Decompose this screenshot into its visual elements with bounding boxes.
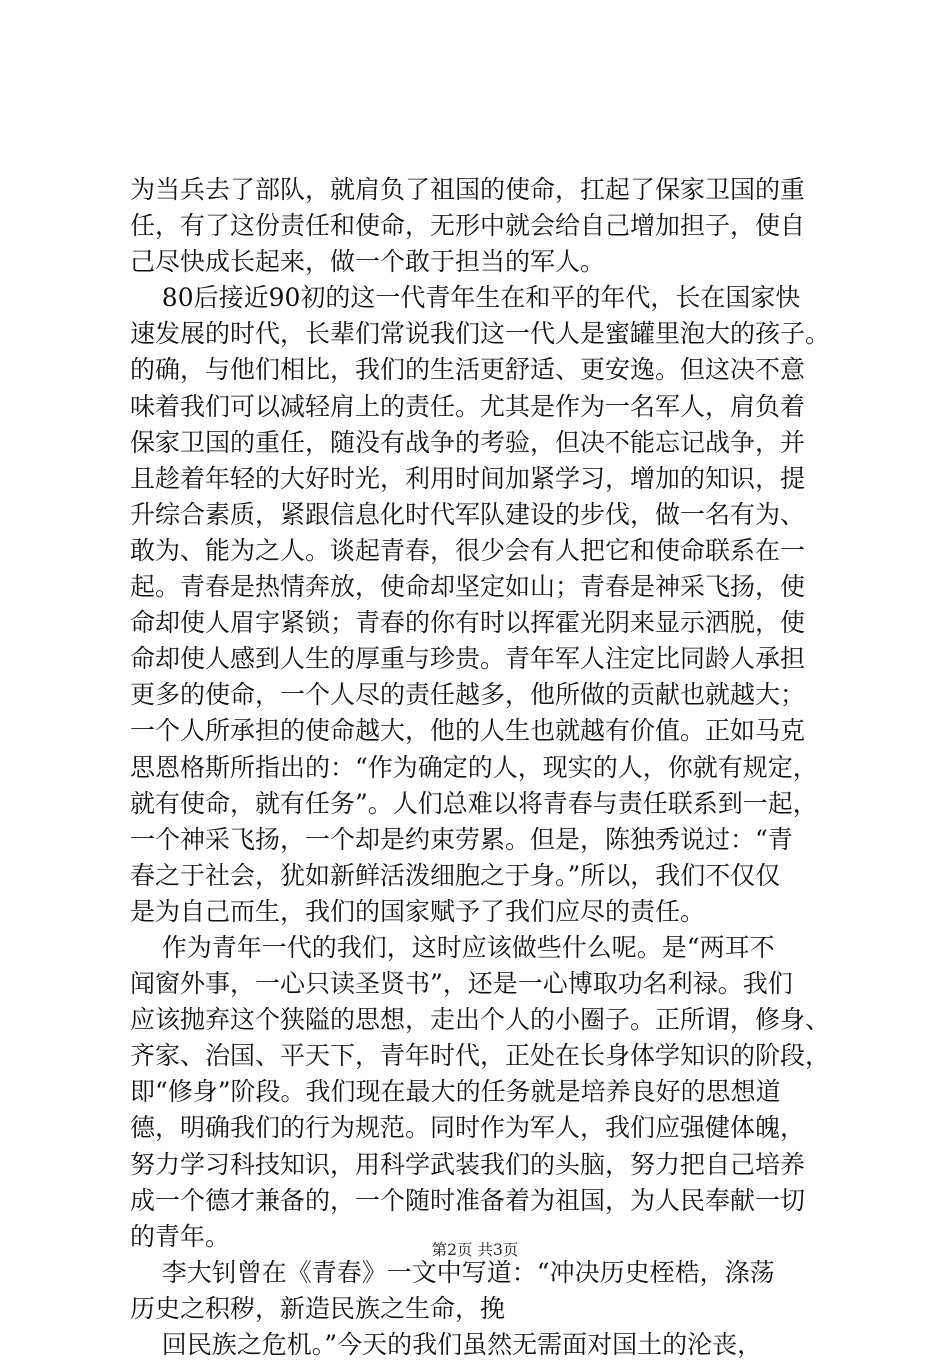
text-line: 任，有了这份责任和使命，无形中就会给自己增加担子，使自 (130, 211, 806, 241)
text-line: 80后接近90初的这一代青年生在和平的年代，长在国家快 (130, 283, 801, 313)
body-text (130, 172, 830, 1363)
text-line: 是为自己而生，我们的国家赋予了我们应尽的责任。 (130, 896, 706, 926)
text-line: 回民族之危机。”今天的我们虽然无需面对国土的沦丧， (130, 1330, 763, 1359)
text-line: 为当兵去了部队，就肩负了祖国的使命，扛起了保家卫国的重 (130, 175, 806, 204)
text-line: 李大钊曾在《青春》一文中写道：“冲决历史桎梏，涤荡 (130, 1257, 775, 1287)
text-line: 起。青春是热情奔放，使命却坚定如山；青春是神采飞扬，使 (130, 572, 806, 602)
text-line: 升综合素质，紧跟信息化时代军队建设的步伐，做一名有为、 (130, 499, 806, 529)
text-line: 的青年。 (130, 1221, 231, 1251)
text-line: 历史之积秽，新造民族之生命，挽 (130, 1293, 506, 1323)
text-line: 一个人所承担的使命越大，他的人生也就越有价值。正如马克 (130, 716, 806, 746)
text-line: 闻窗外事，一心只读圣贤书”，还是一心博取功名利禄。我们 (130, 969, 793, 999)
text-line: 的确，与他们相比，我们的生活更舒适、更安逸。但这决不意 (130, 355, 806, 385)
text-line: 春之于社会，犹如新鲜活泼细胞之于身。”所以，我们不仅仅 (130, 860, 781, 890)
text-line: 命却使人感到人生的厚重与珍贵。青年军人注定比同龄人承担 (130, 644, 806, 674)
text-line: 命却使人眉宇紧锁；青春的你有时以挥霍光阴来显示洒脱，使 (130, 608, 806, 638)
text-line: 应该抛弃这个狭隘的思想，走出个人的小圈子。正所谓，修身、 (130, 1005, 831, 1035)
text-line: 作为青年一代的我们，这时应该做些什么呢。是“两耳不 (130, 932, 775, 962)
text-line: 德，明确我们的行为规范。同时作为军人，我们应强健体魄， (130, 1113, 806, 1143)
text-line: 且趁着年轻的大好时光，利用时间加紧学习，增加的知识，提 (130, 463, 806, 493)
text-line: 味着我们可以减轻肩上的责任。尤其是作为一名军人，肩负着 (130, 391, 806, 421)
text-line: 敢为、能为之人。谈起青春，很少会有人把它和使命联系在一 (130, 535, 806, 565)
text-line: 一个神采飞扬，一个却是约束劳累。但是，陈独秀说过：“青 (130, 824, 793, 854)
text-line: 成一个德才兼备的，一个随时准备着为祖国，为人民奉献一切 (130, 1185, 806, 1215)
text-line: 更多的使命，一个人尽的责任越多，他所做的贡献也就越大； (130, 680, 806, 710)
text-line: 速发展的时代，长辈们常说我们这一代人是蜜罐里泡大的孩子。 (130, 319, 831, 349)
text-line: 即“修身”阶段。我们现在最大的任务就是培养良好的思想道 (130, 1077, 781, 1107)
text-line: 保家卫国的重任，随没有战争的考验，但决不能忘记战争，并 (130, 427, 806, 457)
text-line: 思恩格斯所指出的：“作为确定的人，现实的人，你就有规定， (130, 752, 818, 782)
text-line: 努力学习科技知识，用科学武装我们的头脑，努力把自己培养 (130, 1149, 806, 1179)
page-footer: 第2页 共3页 (431, 1241, 519, 1259)
text-line: 就有使命，就有任务”。人们总难以将青春与责任联系到一起， (130, 788, 818, 818)
text-line: 己尽快成长起来，做一个敢于担当的军人。 (130, 247, 606, 277)
text-line: 齐家、治国、平天下，青年时代，正处在长身体学知识的阶段， (130, 1041, 831, 1071)
